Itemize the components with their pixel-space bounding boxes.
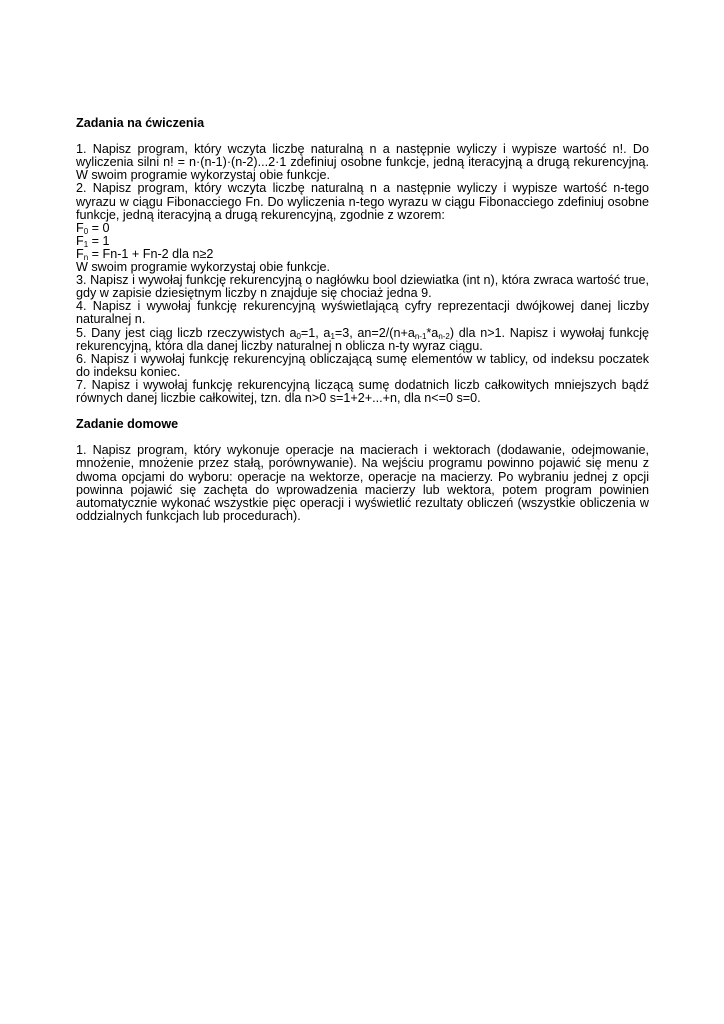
task-5-part-5: ) dla n>1. Napisz i wywołaj funkcję rekurencyjną, która dla danej liczby naturalnej n oblicza n-ty wyraz ciągu. (76, 325, 649, 353)
task-5-part-1: 5. Dany jest ciąg liczb rzeczywistych a (76, 325, 297, 340)
task-4: 4. Napisz i wywołaj funkcję rekurencyjną wyświetlającą cyfry reprezentacji dwójkowej danej liczby naturalnej n. (76, 299, 649, 327)
document-page (76, 117, 649, 523)
formula-f1-rest: = 1 (88, 233, 110, 248)
formula-f0-base: F (76, 220, 84, 235)
section-heading-homework: Zadanie domowe (76, 417, 179, 432)
task-6: 6. Napisz i wywołaj funkcję rekurencyjną obliczającą sumę elementów w tablicy, od indeksu poczatek do indeksu koniec. (76, 351, 649, 379)
task-5-sub-2: 1 (330, 331, 335, 341)
task-3: 3. Napisz i wywołaj funkcję rekurencyjną o nagłówku bool dziewiatka (int n), która zwraca wartość true, gdy w zapisie dziesiętnym liczby n znajduje się chociaż jedna 9. (76, 273, 649, 301)
formula-f0-sub: 0 (83, 226, 89, 236)
formula-f0-rest: = 0 (88, 220, 110, 235)
formula-fn-sub: n (83, 252, 89, 262)
task-5-part-3: =3, an=2/(n+a (334, 325, 415, 340)
formula-f1-sub: 1 (83, 239, 89, 249)
task-5-sub-1: 0 (296, 331, 301, 341)
task-1: 1. Napisz program, który wczyta liczbę naturalną n a następnie wyliczy i wypisze wartość n!. Do wyliczenia silni n! = n·(n-1)·(n-2)...2·1 zdefiniuj osobne funkcje, jedną iteracyjną a drugą rekurencyjną. W swoim programie wykorzystaj obie funkcje. (76, 142, 649, 183)
task-7: 7. Napisz i wywołaj funkcję rekurencyjną liczącą sumę dodatnich liczb całkowitych mniejszych bądź równych danej liczbie całkowitej, tzn. dla n>0 s=1+2+...+n, dla n<=0 s=0. (76, 377, 649, 405)
task-2-end: W swoim programie wykorzystaj obie funkcje. (76, 260, 331, 275)
formula-f0 (76, 222, 649, 235)
task-5-sub-3: n-1 (414, 331, 427, 341)
section-heading-exercises: Zadania na ćwiczenia (76, 116, 205, 130)
task-5-part-2: =1, a (300, 325, 331, 340)
formula-fn-rest: = Fn-1 + Fn-2 dla n≥2 (88, 246, 214, 261)
task-5-part-4: *a (426, 325, 439, 340)
task-2: 2. Napisz program, który wczyta liczbę naturalną n a następnie wyliczy i wypisze wartość n-tego wyrazu w ciągu Fibonacciego Fn. Do wyliczenia n-tego wyrazu w ciągu Fibonacciego zdefiniuj osobne funkcje, jedną iteracyjną a drugą rekurencyjną, zgodnie z wzorem: (76, 181, 649, 222)
formula-f1-base: F (76, 233, 84, 248)
homework-task-1: 1. Napisz program, który wykonuje operacje na macierach i wektorach (dodawanie, odejmowanie, mnożenie, mnożenie przez stałą, porównywanie). Na wejściu programu powinno pojawić się menu z dwoma opcjami do wyboru: operacje na wektorze, operacje na macierzy. Po wybraniu jednej z opcji powinna pojawić się zachęta do wprowadzenia macierzy lub wektora, potem program powinien automatycznie wykonać wszystkie pięc operacji i wyświetlić rezultaty obliczeń (wszystkie obliczenia w oddzialnych funkcjach lub procedurach). (76, 443, 649, 523)
task-5 (76, 327, 649, 353)
formula-fn-base: F (76, 246, 84, 261)
task-5-sub-4: n-2 (438, 331, 450, 341)
